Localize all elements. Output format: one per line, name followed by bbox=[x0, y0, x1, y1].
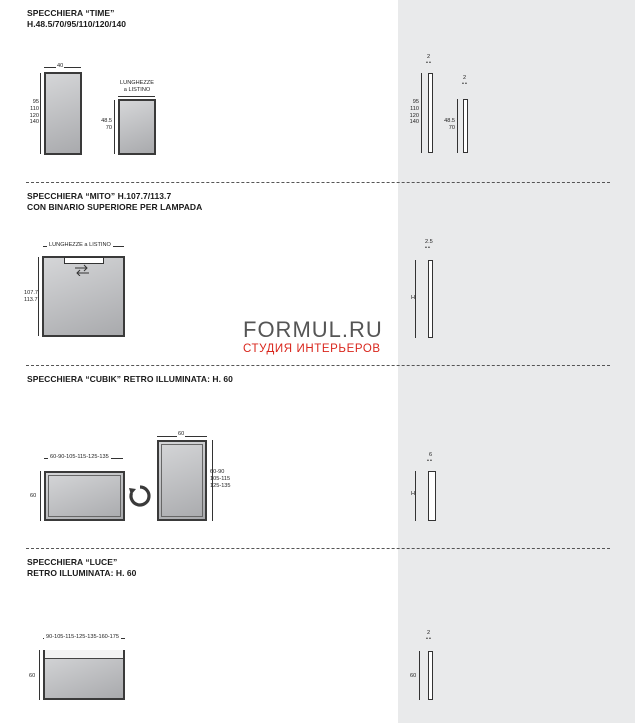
mito-lengths-label: LUNGHEZZE a LISTINO bbox=[49, 242, 111, 248]
section-divider bbox=[26, 548, 610, 549]
profile-depth-ticks: •• bbox=[426, 60, 432, 66]
cubik-vertical-heights: 60-90 105-115 125-135 bbox=[210, 469, 231, 489]
profile-panel bbox=[398, 0, 635, 723]
section-time-title: SPECCHIERA “TIME” H.48.5/70/95/110/120/140 bbox=[27, 8, 127, 29]
cubik-height-dimension-line bbox=[40, 471, 41, 521]
mito-profile-depth: 2.5 bbox=[425, 239, 433, 245]
mirror-time-short bbox=[118, 99, 156, 155]
luce-profile-depth: 2 bbox=[427, 630, 431, 636]
mirror-time-tall bbox=[44, 72, 82, 155]
luce-top-band bbox=[45, 650, 123, 659]
profile-depth-label-short: 2 bbox=[463, 75, 467, 81]
mito-profile-height: H bbox=[411, 295, 416, 301]
width-label: 40 bbox=[57, 63, 64, 69]
profile-cubik bbox=[428, 471, 436, 521]
mito-heights-label: 107.7 113.7 bbox=[24, 290, 38, 303]
cubik-profile-depth: 6 bbox=[429, 452, 433, 458]
profile-time-short bbox=[463, 99, 468, 153]
profile-mito bbox=[428, 260, 433, 338]
slide-arrows-icon bbox=[73, 264, 91, 276]
profile-time-tall bbox=[428, 73, 433, 153]
mito-profile-ticks: •• bbox=[425, 245, 431, 251]
mito-profile-height-line bbox=[415, 260, 416, 338]
profile-depth-label: 2 bbox=[427, 54, 431, 60]
cubik-widths-label: 60-90-105-115-125-135 bbox=[50, 454, 109, 460]
cubik-inner-frame bbox=[48, 475, 121, 517]
luce-widths-label: 90-105-115-125-135-160-175 bbox=[46, 634, 119, 640]
watermark-brand: FORMUL.RU bbox=[243, 317, 383, 342]
tall-heights-label: 95 110 120 140 bbox=[29, 99, 39, 126]
cubik-profile-height-line bbox=[415, 471, 416, 521]
section-divider bbox=[26, 365, 610, 366]
short-heights-label: 48.5 70 bbox=[101, 118, 112, 131]
luce-height-dimension-line bbox=[39, 650, 40, 700]
section-cubik-title: SPECCHIERA “CUBIK” RETRO ILLUMINATA: H. 60 bbox=[27, 374, 233, 384]
cubik-profile-height: H bbox=[411, 491, 416, 497]
lengths-label: LUNGHEZZE a LISTINO bbox=[120, 80, 154, 93]
profile-short-heights: 48.5 70 bbox=[444, 118, 455, 131]
rotate-icon bbox=[128, 484, 152, 508]
profile-height-line bbox=[421, 73, 422, 153]
profile-luce bbox=[428, 651, 433, 700]
cubik-vertical-inner-frame bbox=[161, 444, 203, 517]
watermark-tagline: СТУДИЯ ИНТЕРЬЕРОВ bbox=[243, 343, 381, 355]
tall-height-dimension-line bbox=[40, 73, 41, 154]
lamp-rail bbox=[64, 257, 104, 264]
profile-tall-heights: 95 110 120 140 bbox=[409, 99, 419, 126]
short-height-dimension-line bbox=[114, 100, 115, 154]
section-luce-title: SPECCHIERA “LUCE” RETRO ILLUMINATA: H. 60 bbox=[27, 557, 137, 578]
watermark bbox=[243, 318, 383, 356]
luce-profile-height-line bbox=[419, 651, 420, 700]
mito-height-dimension-line bbox=[38, 257, 39, 336]
cubik-profile-ticks: •• bbox=[427, 458, 433, 464]
luce-height-label: 60 bbox=[29, 673, 36, 679]
section-mito-title: SPECCHIERA “MITO” H.107.7/113.7 CON BINARIO SUPERIORE PER LAMPADA bbox=[27, 191, 203, 212]
section-divider bbox=[26, 182, 610, 183]
profile-short-height-line bbox=[457, 99, 458, 153]
cubik-height-label: 60 bbox=[30, 493, 37, 499]
cubik-vertical-width-label: 60 bbox=[178, 431, 185, 437]
luce-profile-ticks: •• bbox=[426, 636, 432, 642]
profile-depth-ticks-short: •• bbox=[462, 81, 468, 87]
luce-profile-height: 60 bbox=[410, 673, 417, 679]
short-width-dimension-line bbox=[118, 96, 155, 97]
